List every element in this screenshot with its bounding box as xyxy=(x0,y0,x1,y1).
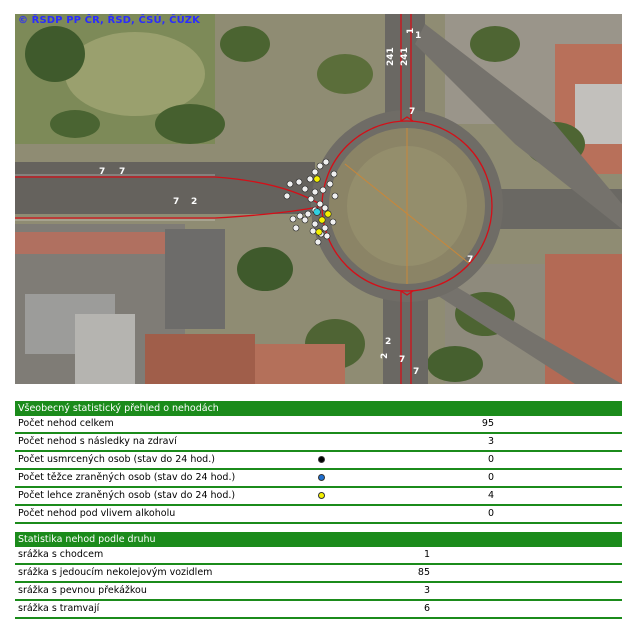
table-row xyxy=(15,452,622,470)
table-row xyxy=(15,506,622,524)
road-label: 7 xyxy=(119,167,126,177)
killed-marker-icon xyxy=(318,456,325,463)
row-value: 6 xyxy=(423,603,430,614)
row-label: Počet těžce zraněných osob (stav do 24 hod.) xyxy=(18,472,236,483)
road-label: 7 xyxy=(99,167,106,177)
road-label: 2 xyxy=(385,337,392,347)
row-label: Počet nehod pod vlivem alkoholu xyxy=(18,508,176,519)
table-row xyxy=(15,434,622,452)
row-label: Počet usmrcených osob (stav do 24 hod.) xyxy=(18,454,215,465)
road-label: 2 xyxy=(380,352,390,359)
row-label: srážka s tramvají xyxy=(18,603,100,614)
table-row xyxy=(15,583,622,601)
lightly-injured-marker-icon xyxy=(318,492,325,499)
road-label: 7 xyxy=(467,255,474,265)
overview-table xyxy=(15,401,622,524)
row-value: 0 xyxy=(487,454,494,465)
road-label: 7 xyxy=(409,107,416,117)
table-row xyxy=(15,416,622,434)
row-value: 85 xyxy=(417,567,430,578)
table-row xyxy=(15,565,622,583)
row-label: Počet lehce zraněných osob (stav do 24 hod.) xyxy=(18,490,236,501)
table-row xyxy=(15,601,622,619)
row-label: srážka s jedoucím nekolejovým vozidlem xyxy=(18,567,213,578)
row-label: srážka s chodcem xyxy=(18,549,104,560)
row-label: srážka s pevnou překážkou xyxy=(18,585,147,596)
table-row xyxy=(15,547,622,565)
road-label: 1 xyxy=(406,27,416,34)
row-value: 0 xyxy=(487,508,494,519)
road-label: 7 xyxy=(413,367,420,377)
road-label: 2 xyxy=(191,197,198,207)
road-label: 7 xyxy=(399,355,406,365)
row-label: Počet nehod s následky na zdraví xyxy=(18,436,177,447)
aerial-photo xyxy=(15,14,622,384)
row-value: 3 xyxy=(423,585,430,596)
road-label: 241 xyxy=(386,47,396,66)
row-value: 3 xyxy=(487,436,494,447)
overview-title: Všeobecný statistický přehled o nehodách xyxy=(15,401,622,416)
by-type-title: Statistika nehod podle druhu xyxy=(15,532,622,547)
map-copyright: © ŘSDP PP ČR, ŘSD, ČSÚ, ČÚZK xyxy=(18,15,201,26)
row-value: 95 xyxy=(481,418,494,429)
row-label: Počet nehod celkem xyxy=(18,418,114,429)
row-value: 4 xyxy=(487,490,494,501)
accident-map[interactable] xyxy=(15,14,622,384)
road-label: 1 xyxy=(415,31,422,41)
seriously-injured-marker-icon xyxy=(318,474,325,481)
road-label: 7 xyxy=(173,197,180,207)
road-label: 241 xyxy=(400,47,410,66)
by-type-table xyxy=(15,532,622,619)
row-value: 0 xyxy=(487,472,494,483)
row-value: 1 xyxy=(423,549,430,560)
table-row xyxy=(15,488,622,506)
table-row xyxy=(15,470,622,488)
